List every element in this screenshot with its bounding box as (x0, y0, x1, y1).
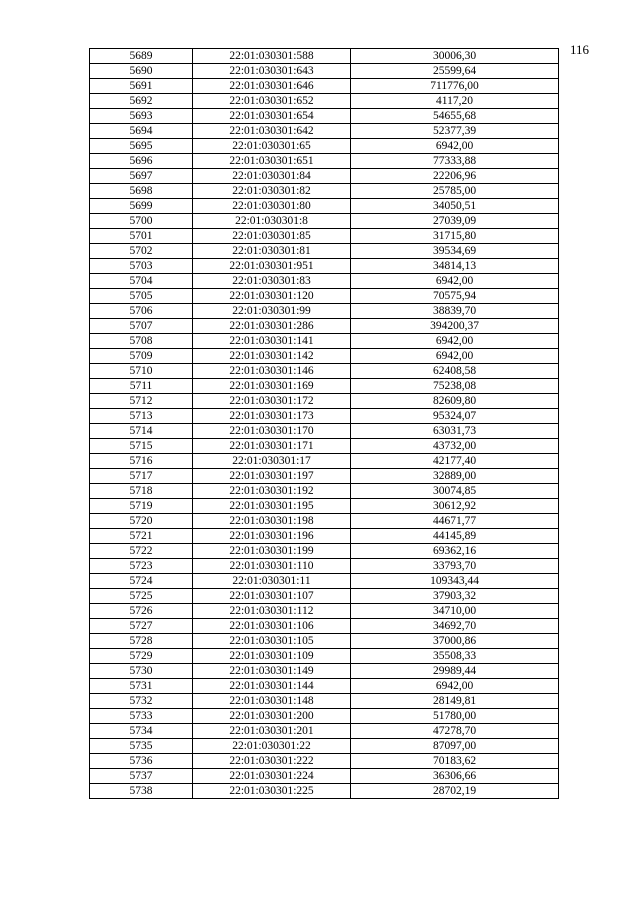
table-row (90, 529, 559, 544)
cadastral-value-cell: 34710,00 (351, 604, 559, 619)
cadastral-value-cell: 4117,20 (351, 94, 559, 109)
row-number-cell: 5709 (90, 349, 193, 364)
cadastral-number-cell: 22:01:030301:110 (193, 559, 351, 574)
cadastral-value-cell: 35508,33 (351, 649, 559, 664)
table-row (90, 424, 559, 439)
table-row (90, 64, 559, 79)
row-number-cell: 5714 (90, 424, 193, 439)
cadastral-number-cell: 22:01:030301:195 (193, 499, 351, 514)
row-number-cell: 5730 (90, 664, 193, 679)
cadastral-value-cell: 30006,30 (351, 49, 559, 64)
table-row (90, 259, 559, 274)
table-row (90, 499, 559, 514)
cadastral-value-cell: 33793,70 (351, 559, 559, 574)
cadastral-value-cell: 28702,19 (351, 784, 559, 799)
row-number-cell: 5723 (90, 559, 193, 574)
cadastral-value-cell: 77333,88 (351, 154, 559, 169)
table-row (90, 334, 559, 349)
cadastral-value-cell: 6942,00 (351, 349, 559, 364)
cadastral-value-cell: 6942,00 (351, 139, 559, 154)
row-number-cell: 5718 (90, 484, 193, 499)
cadastral-value-cell: 37903,32 (351, 589, 559, 604)
table-row (90, 739, 559, 754)
table-row (90, 49, 559, 64)
table-row (90, 364, 559, 379)
table-row (90, 409, 559, 424)
cadastral-number-cell: 22:01:030301:225 (193, 784, 351, 799)
row-number-cell: 5733 (90, 709, 193, 724)
row-number-cell: 5712 (90, 394, 193, 409)
cadastral-number-cell: 22:01:030301:197 (193, 469, 351, 484)
table-row (90, 634, 559, 649)
cadastral-number-cell: 22:01:030301:196 (193, 529, 351, 544)
cadastral-number-cell: 22:01:030301:82 (193, 184, 351, 199)
cadastral-value-cell: 32889,00 (351, 469, 559, 484)
row-number-cell: 5735 (90, 739, 193, 754)
table-row (90, 244, 559, 259)
cadastral-number-cell: 22:01:030301:106 (193, 619, 351, 634)
row-number-cell: 5719 (90, 499, 193, 514)
table-body (90, 49, 559, 799)
table-row (90, 709, 559, 724)
table-row (90, 484, 559, 499)
table-row (90, 604, 559, 619)
table-row (90, 574, 559, 589)
row-number-cell: 5725 (90, 589, 193, 604)
table-row (90, 124, 559, 139)
row-number-cell: 5716 (90, 454, 193, 469)
table-row (90, 754, 559, 769)
cadastral-value-cell: 51780,00 (351, 709, 559, 724)
page-number: 116 (570, 42, 590, 57)
table-row (90, 724, 559, 739)
cadastral-value-cell: 34692,70 (351, 619, 559, 634)
cadastral-value-cell: 25785,00 (351, 184, 559, 199)
cadastral-value-cell: 54655,68 (351, 109, 559, 124)
cadastral-value-cell: 25599,64 (351, 64, 559, 79)
cadastral-number-cell: 22:01:030301:105 (193, 634, 351, 649)
cadastral-number-cell: 22:01:030301:169 (193, 379, 351, 394)
cadastral-value-cell: 37000,86 (351, 634, 559, 649)
table-row (90, 589, 559, 604)
cadastral-number-cell: 22:01:030301:81 (193, 244, 351, 259)
row-number-cell: 5717 (90, 469, 193, 484)
row-number-cell: 5726 (90, 604, 193, 619)
cadastral-number-cell: 22:01:030301:149 (193, 664, 351, 679)
cadastral-number-cell: 22:01:030301:192 (193, 484, 351, 499)
cadastral-number-cell: 22:01:030301:11 (193, 574, 351, 589)
cadastral-value-cell: 70575,94 (351, 289, 559, 304)
table-row (90, 379, 559, 394)
table-row (90, 229, 559, 244)
table-row (90, 319, 559, 334)
table-row (90, 349, 559, 364)
row-number-cell: 5729 (90, 649, 193, 664)
row-number-cell: 5689 (90, 49, 193, 64)
table-row (90, 304, 559, 319)
cadastral-value-cell: 47278,70 (351, 724, 559, 739)
cadastral-value-table (89, 48, 559, 799)
cadastral-number-cell: 22:01:030301:643 (193, 64, 351, 79)
cadastral-value-cell: 44145,89 (351, 529, 559, 544)
table-row (90, 784, 559, 799)
cadastral-number-cell: 22:01:030301:85 (193, 229, 351, 244)
cadastral-number-cell: 22:01:030301:224 (193, 769, 351, 784)
row-number-cell: 5691 (90, 79, 193, 94)
cadastral-number-cell: 22:01:030301:171 (193, 439, 351, 454)
table-row (90, 274, 559, 289)
row-number-cell: 5690 (90, 64, 193, 79)
row-number-cell: 5734 (90, 724, 193, 739)
cadastral-value-cell: 30612,92 (351, 499, 559, 514)
cadastral-number-cell: 22:01:030301:146 (193, 364, 351, 379)
row-number-cell: 5698 (90, 184, 193, 199)
row-number-cell: 5702 (90, 244, 193, 259)
row-number-cell: 5711 (90, 379, 193, 394)
row-number-cell: 5697 (90, 169, 193, 184)
cadastral-number-cell: 22:01:030301:172 (193, 394, 351, 409)
cadastral-value-cell: 30074,85 (351, 484, 559, 499)
cadastral-value-cell: 70183,62 (351, 754, 559, 769)
cadastral-value-cell: 6942,00 (351, 679, 559, 694)
row-number-cell: 5708 (90, 334, 193, 349)
row-number-cell: 5705 (90, 289, 193, 304)
cadastral-value-cell: 44671,77 (351, 514, 559, 529)
cadastral-number-cell: 22:01:030301:199 (193, 544, 351, 559)
table-row (90, 184, 559, 199)
table-row (90, 664, 559, 679)
row-number-cell: 5704 (90, 274, 193, 289)
row-number-cell: 5736 (90, 754, 193, 769)
table-row (90, 679, 559, 694)
cadastral-number-cell: 22:01:030301:588 (193, 49, 351, 64)
table-row (90, 289, 559, 304)
table-row (90, 649, 559, 664)
table-row (90, 394, 559, 409)
cadastral-number-cell: 22:01:030301:22 (193, 739, 351, 754)
cadastral-number-cell: 22:01:030301:109 (193, 649, 351, 664)
cadastral-number-cell: 22:01:030301:80 (193, 199, 351, 214)
cadastral-value-cell: 63031,73 (351, 424, 559, 439)
cadastral-value-cell: 109343,44 (351, 574, 559, 589)
cadastral-number-cell: 22:01:030301:120 (193, 289, 351, 304)
cadastral-value-cell: 34050,51 (351, 199, 559, 214)
row-number-cell: 5693 (90, 109, 193, 124)
cadastral-number-cell: 22:01:030301:642 (193, 124, 351, 139)
table-row (90, 199, 559, 214)
cadastral-value-cell: 39534,69 (351, 244, 559, 259)
cadastral-number-cell: 22:01:030301:951 (193, 259, 351, 274)
cadastral-value-cell: 28149,81 (351, 694, 559, 709)
cadastral-number-cell: 22:01:030301:222 (193, 754, 351, 769)
cadastral-number-cell: 22:01:030301:654 (193, 109, 351, 124)
table-row (90, 544, 559, 559)
cadastral-value-cell: 38839,70 (351, 304, 559, 319)
row-number-cell: 5700 (90, 214, 193, 229)
row-number-cell: 5728 (90, 634, 193, 649)
table-row (90, 559, 559, 574)
cadastral-value-cell: 22206,96 (351, 169, 559, 184)
cadastral-value-cell: 34814,13 (351, 259, 559, 274)
row-number-cell: 5715 (90, 439, 193, 454)
row-number-cell: 5722 (90, 544, 193, 559)
row-number-cell: 5706 (90, 304, 193, 319)
cadastral-number-cell: 22:01:030301:286 (193, 319, 351, 334)
row-number-cell: 5701 (90, 229, 193, 244)
cadastral-number-cell: 22:01:030301:198 (193, 514, 351, 529)
table-row (90, 154, 559, 169)
cadastral-number-cell: 22:01:030301:65 (193, 139, 351, 154)
cadastral-number-cell: 22:01:030301:99 (193, 304, 351, 319)
row-number-cell: 5692 (90, 94, 193, 109)
cadastral-number-cell: 22:01:030301:173 (193, 409, 351, 424)
table-row (90, 619, 559, 634)
row-number-cell: 5695 (90, 139, 193, 154)
row-number-cell: 5732 (90, 694, 193, 709)
cadastral-number-cell: 22:01:030301:201 (193, 724, 351, 739)
cadastral-value-cell: 29989,44 (351, 664, 559, 679)
table-row (90, 169, 559, 184)
cadastral-number-cell: 22:01:030301:84 (193, 169, 351, 184)
cadastral-number-cell: 22:01:030301:83 (193, 274, 351, 289)
cadastral-value-cell: 69362,16 (351, 544, 559, 559)
cadastral-number-cell: 22:01:030301:651 (193, 154, 351, 169)
cadastral-value-cell: 6942,00 (351, 334, 559, 349)
row-number-cell: 5731 (90, 679, 193, 694)
row-number-cell: 5699 (90, 199, 193, 214)
cadastral-number-cell: 22:01:030301:107 (193, 589, 351, 604)
cadastral-number-cell: 22:01:030301:200 (193, 709, 351, 724)
row-number-cell: 5720 (90, 514, 193, 529)
table-row (90, 469, 559, 484)
table-row (90, 94, 559, 109)
table-row (90, 214, 559, 229)
cadastral-value-cell: 95324,07 (351, 409, 559, 424)
table-row (90, 109, 559, 124)
row-number-cell: 5696 (90, 154, 193, 169)
cadastral-value-cell: 87097,00 (351, 739, 559, 754)
cadastral-value-cell: 82609,80 (351, 394, 559, 409)
cadastral-value-cell: 36306,66 (351, 769, 559, 784)
table-row (90, 769, 559, 784)
cadastral-value-cell: 42177,40 (351, 454, 559, 469)
row-number-cell: 5737 (90, 769, 193, 784)
cadastral-number-cell: 22:01:030301:144 (193, 679, 351, 694)
row-number-cell: 5707 (90, 319, 193, 334)
cadastral-value-cell: 394200,37 (351, 319, 559, 334)
cadastral-number-cell: 22:01:030301:170 (193, 424, 351, 439)
cadastral-number-cell: 22:01:030301:652 (193, 94, 351, 109)
row-number-cell: 5724 (90, 574, 193, 589)
table-row (90, 79, 559, 94)
row-number-cell: 5694 (90, 124, 193, 139)
cadastral-value-cell: 27039,09 (351, 214, 559, 229)
row-number-cell: 5710 (90, 364, 193, 379)
cadastral-number-cell: 22:01:030301:646 (193, 79, 351, 94)
cadastral-value-cell: 31715,80 (351, 229, 559, 244)
cadastral-value-cell: 6942,00 (351, 274, 559, 289)
table-row (90, 694, 559, 709)
row-number-cell: 5727 (90, 619, 193, 634)
cadastral-number-cell: 22:01:030301:112 (193, 604, 351, 619)
cadastral-number-cell: 22:01:030301:148 (193, 694, 351, 709)
cadastral-value-cell: 75238,08 (351, 379, 559, 394)
row-number-cell: 5738 (90, 784, 193, 799)
table-row (90, 514, 559, 529)
cadastral-number-cell: 22:01:030301:142 (193, 349, 351, 364)
table-row (90, 439, 559, 454)
cadastral-value-cell: 52377,39 (351, 124, 559, 139)
cadastral-number-cell: 22:01:030301:17 (193, 454, 351, 469)
cadastral-value-cell: 43732,00 (351, 439, 559, 454)
cadastral-value-cell: 62408,58 (351, 364, 559, 379)
cadastral-number-cell: 22:01:030301:141 (193, 334, 351, 349)
row-number-cell: 5721 (90, 529, 193, 544)
table-row (90, 139, 559, 154)
cadastral-number-cell: 22:01:030301:8 (193, 214, 351, 229)
table-row (90, 454, 559, 469)
row-number-cell: 5713 (90, 409, 193, 424)
row-number-cell: 5703 (90, 259, 193, 274)
cadastral-value-cell: 711776,00 (351, 79, 559, 94)
